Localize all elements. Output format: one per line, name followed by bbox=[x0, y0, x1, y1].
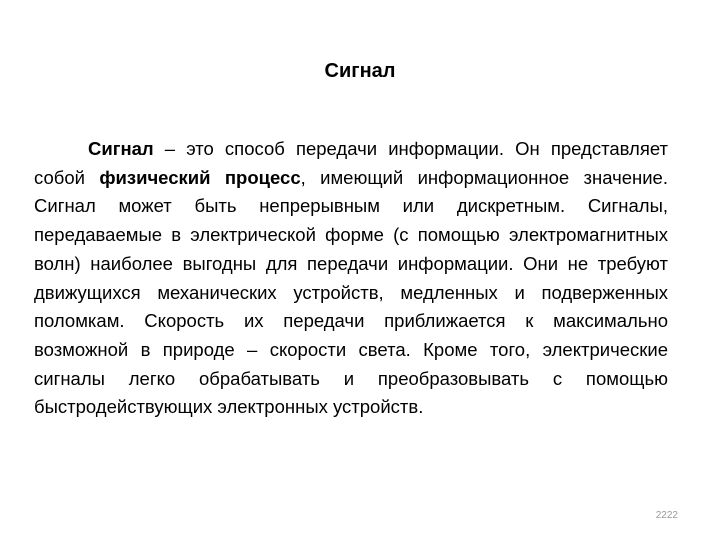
slide-title: Сигнал bbox=[324, 60, 396, 82]
paragraph-part-2: , имеющий информационное значение. Сигнал может быть непрерывным или дискретным. Сигналы, передаваемые в электрической форме (с помощью электромагнитных волн) наиболее выгодны для передачи информации. Они не требуют движущихся механических устройств, медленных и подверженных поломкам. Скорость их передачи приближается к максимально возможной в природе – скорости света. Кроме того, электрические сигналы легко обрабатывать и преобразовывать с помощью быстродействующих электронных устройств. bbox=[34, 166, 668, 418]
paragraph-part-1: – это способ передачи информации. Он представляет собой bbox=[34, 138, 668, 188]
term-signal: Сигнал bbox=[88, 138, 154, 159]
bold-phrase-physical-process: физический процесс bbox=[99, 166, 301, 188]
page-number: 2222 bbox=[655, 510, 678, 521]
body-paragraph bbox=[34, 135, 668, 422]
